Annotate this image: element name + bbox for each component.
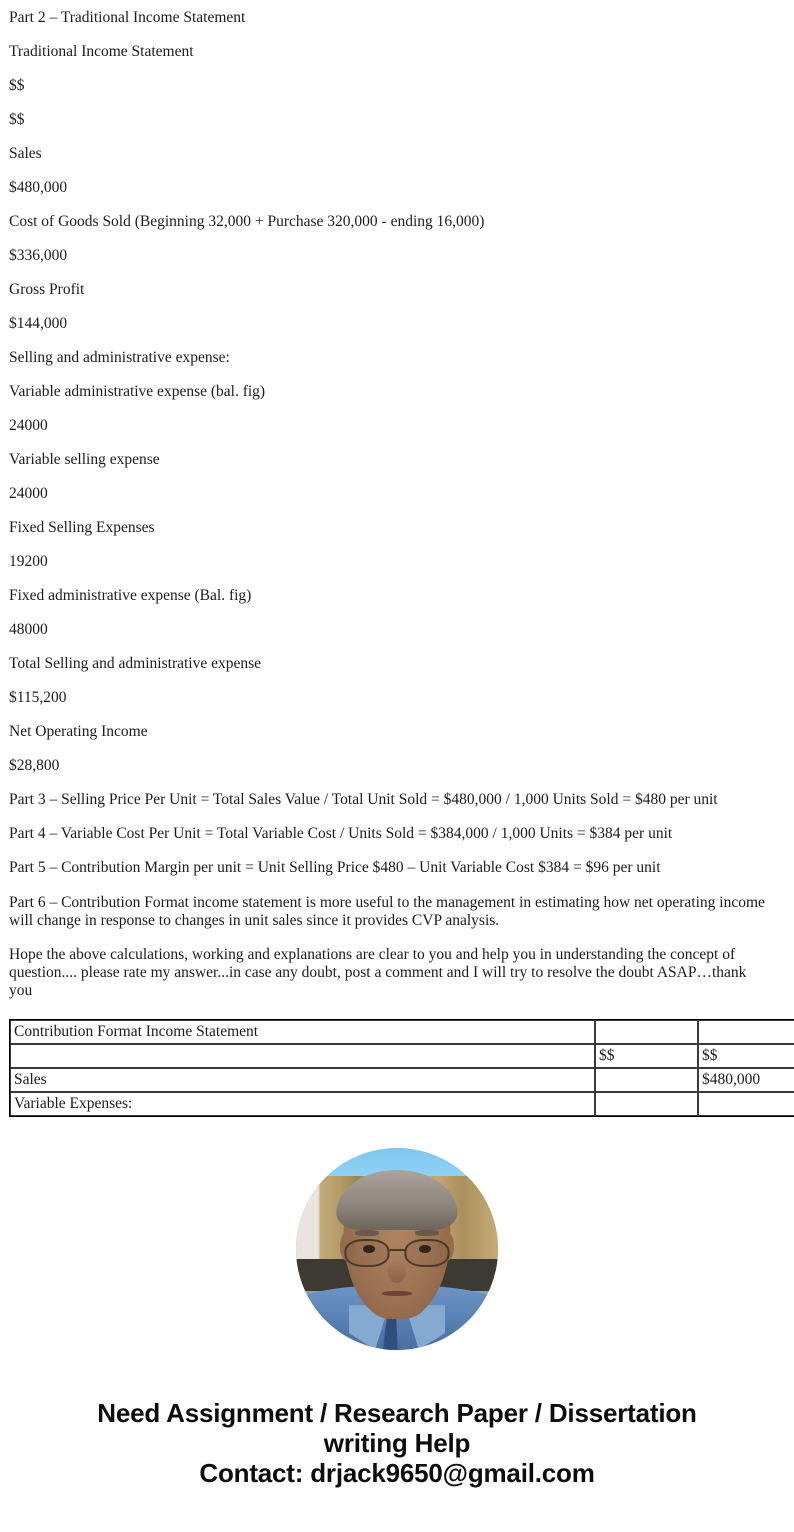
paragraph-closing-note: Hope the above calculations, working and explanations are clear to you and help you in understanding the concept of question.... please rate my answer...in case any doubt, post a comment and I will try to resolve the doubt ASAP…thank you: [9, 946, 747, 1000]
text-line-variable-selling-expense-label: Variable selling expense: [9, 451, 160, 468]
text-line-gross-profit-label: Gross Profit: [9, 281, 85, 298]
text-line-dollar-header-2: $$: [9, 111, 25, 128]
avatar-eye-left: [363, 1245, 375, 1253]
table-cell-mid: [595, 1092, 698, 1116]
text-line-cogs-label: Cost of Goods Sold (Beginning 32,000 + Purchase 320,000 - ending 16,000): [9, 213, 485, 230]
avatar-eyebrow-left: [355, 1230, 379, 1235]
text-line-fixed-admin-expense-label: Fixed administrative expense (Bal. fig): [9, 587, 252, 604]
table-cell-right: $480,000: [698, 1068, 794, 1092]
table-row: [10, 1044, 794, 1068]
text-line-net-operating-income-value: $28,800: [9, 757, 60, 774]
promo-line-3: Contact: drjack9650@gmail.com: [199, 1457, 595, 1488]
table-cell-right: [698, 1092, 794, 1116]
document-body: [0, 9, 794, 1488]
table-row: [10, 1068, 794, 1092]
text-line-sales-label: Sales: [9, 145, 42, 162]
promo-line-1: Need Assignment / Research Paper / Dissertation: [97, 1397, 697, 1428]
text-line-selling-admin-expense-label: Selling and administrative expense:: [9, 349, 230, 366]
paragraph-part6: Part 6 – Contribution Format income statement is more useful to the management in estimating how net operating income will change in response to changes in unit sales since it provides CVP analysis.: [9, 893, 765, 929]
text-line-net-operating-income-label: Net Operating Income: [9, 723, 148, 740]
text-line-part2-heading: Part 2 – Traditional Income Statement: [9, 9, 246, 26]
text-line-total-selling-admin-expense-label: Total Selling and administrative expense: [9, 655, 262, 672]
table-cell-title-spacer-right: [698, 1020, 794, 1044]
table-cell-label: [10, 1044, 595, 1068]
avatar-eyebrow-right: [415, 1230, 439, 1235]
table-cell-mid: $$: [595, 1044, 698, 1068]
text-line-gross-profit-value: $144,000: [9, 315, 68, 332]
text-line-sales-value: $480,000: [9, 179, 68, 196]
table-cell-title-spacer-mid: [595, 1020, 698, 1044]
avatar: [296, 1148, 498, 1350]
contribution-format-table-wrapper: [0, 1019, 794, 1117]
text-line-variable-admin-expense-value: 24000: [9, 417, 48, 434]
table-cell-mid: [595, 1068, 698, 1092]
table-cell-right: $$: [698, 1044, 794, 1068]
table-row-title: [10, 1020, 794, 1044]
text-line-cogs-value: $336,000: [9, 247, 68, 264]
text-line-fixed-admin-expense-value: 48000: [9, 621, 48, 638]
table-cell-label: Sales: [10, 1068, 595, 1092]
avatar-mouth: [382, 1291, 412, 1296]
contribution-format-income-statement-table: [9, 1019, 794, 1117]
table-cell-title: Contribution Format Income Statement: [10, 1020, 595, 1044]
avatar-glasses-bridge: [390, 1249, 405, 1251]
promo-heading: [0, 1398, 794, 1488]
text-line-variable-admin-expense-label: Variable administrative expense (bal. fig): [9, 383, 266, 400]
text-line-variable-selling-expense-value: 24000: [9, 485, 48, 502]
table-cell-label: Variable Expenses:: [10, 1092, 595, 1116]
promo-line-2: writing Help: [323, 1427, 471, 1458]
text-line-dollar-header-1: $$: [9, 77, 25, 94]
text-line-traditional-income-statement: Traditional Income Statement: [9, 43, 194, 60]
text-line-fixed-selling-expenses-value: 19200: [9, 553, 48, 570]
table-row: [10, 1092, 794, 1116]
text-line-total-selling-admin-expense-value: $115,200: [9, 689, 67, 706]
paragraph-part4: Part 4 – Variable Cost Per Unit = Total Variable Cost / Units Sold = $384,000 / 1,000 Units = $384 per unit: [9, 825, 673, 843]
paragraph-part3: Part 3 – Selling Price Per Unit = Total Sales Value / Total Unit Sold = $480,000 / 1,000 Units Sold = $480 per unit: [9, 791, 718, 808]
avatar-container: [0, 1148, 794, 1350]
text-line-fixed-selling-expenses-label: Fixed Selling Expenses: [9, 519, 155, 536]
paragraph-part5: Part 5 – Contribution Margin per unit = Unit Selling Price $480 – Unit Variable Cost $384 = $96 per unit: [9, 859, 661, 877]
